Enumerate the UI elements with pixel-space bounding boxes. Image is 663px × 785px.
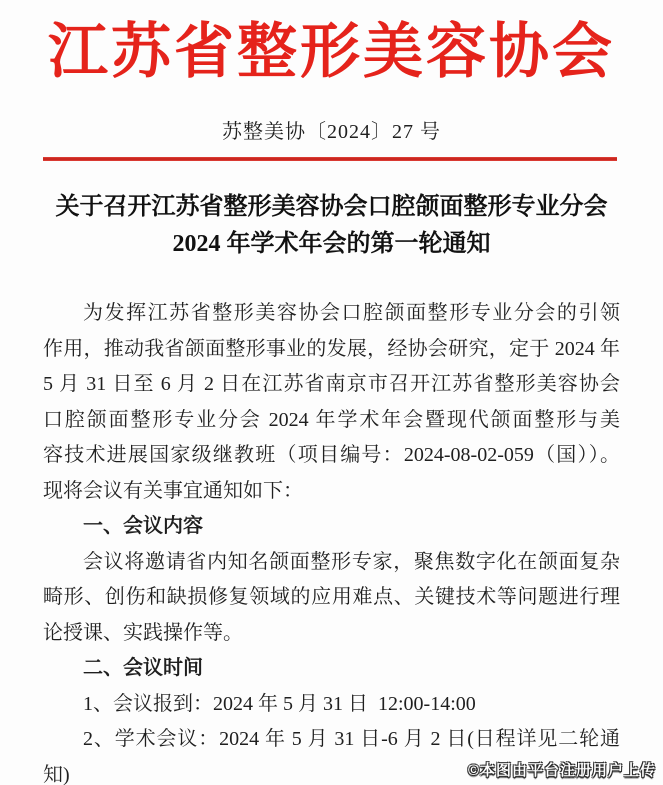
notice-title [43,189,620,263]
body-line: 5 月 31 日至 6 月 2 日在江苏省南京市召开江苏省整形美容协会 [43,373,620,395]
document-number: 苏整美协〔2024〕27 号 [222,121,441,143]
body-line: 口腔颌面整形专业分会 2024 年学术年会暨现代颌面整形与美 [43,408,620,431]
body-line: 论授课、实践操作等。 [43,621,243,644]
body-line: 会议将邀请省内知名颌面整形专家，聚焦数字化在颌面复杂 [83,550,620,573]
header-divider-line [43,157,617,161]
section-heading-2: 二、会议时间 [83,657,203,679]
body-line: 作用，推动我省颌面整形事业的发展，经协会研究，定于 2024 年 [43,337,620,360]
body-line: 容技术进展国家级继教班（项目编号：2024-08-02-059（国））。 [43,444,620,466]
notice-title-line2: 2024 年学术年会的第一轮通知 [172,231,491,257]
body-line: 2、学术会议：2024 年 5 月 31 日-6 月 2 日(日程详见二轮通 [83,728,620,750]
notice-title-line1: 关于召开江苏省整形美容协会口腔颌面整形专业分会 [55,194,608,220]
body-line: 畸形、创伤和缺损修复领域的应用难点、关键技术等问题进行理 [43,586,620,608]
body-line: 现将会议有关事宜通知如下： [43,479,303,502]
body-line: 知) [43,763,70,785]
section-heading-1: 一、会议内容 [83,515,203,537]
platform-upload-watermark: ©本图由平台注册用户上传 [467,762,656,779]
notice-body [43,296,620,785]
body-line: 1、会议报到：2024 年 5 月 31 日 12:00-14:00 [83,692,476,715]
organization-title: 江苏省整形美容协会 [48,19,615,85]
body-line: 为发挥江苏省整形美容协会口腔颌面整形专业分会的引领 [83,302,620,324]
